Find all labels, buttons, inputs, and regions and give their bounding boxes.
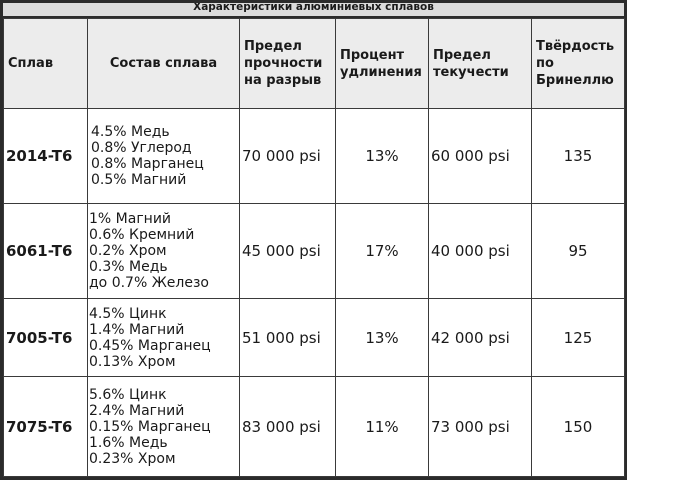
cell-composition: 1% Магний 0.6% Кремний 0.2% Хром 0.3% Медь до 0.7% Железо (88, 204, 240, 299)
cell-composition: 5.6% Цинк 2.4% Магний 0.15% Марганец 1.6% Медь 0.23% Хром (88, 377, 240, 477)
header-yield-strength: Предел текучести (429, 19, 532, 109)
table-title: Характеристики алюминиевых сплавов (3, 3, 624, 18)
cell-tensile: 83 000 psi (240, 377, 336, 477)
cell-elongation: 11% (336, 377, 429, 477)
cell-yield: 60 000 psi (429, 109, 532, 204)
header-tensile-strength: Предел прочности на разрыв (240, 19, 336, 109)
cell-tensile: 70 000 psi (240, 109, 336, 204)
cell-tensile: 45 000 psi (240, 204, 336, 299)
cell-composition: 4.5% Медь 0.8% Углерод 0.8% Марганец 0.5% Магний (88, 109, 240, 204)
cell-yield: 42 000 psi (429, 299, 532, 377)
table-row (4, 299, 625, 377)
cell-yield: 40 000 psi (429, 204, 532, 299)
table-row (4, 204, 625, 299)
header-elongation: Процент удлинения (336, 19, 429, 109)
table-row (4, 377, 625, 477)
cell-alloy: 2014-T6 (4, 109, 88, 204)
cell-hardness: 125 (532, 299, 625, 377)
cell-hardness: 135 (532, 109, 625, 204)
cell-composition: 4.5% Цинк 1.4% Магний 0.45% Марганец 0.13% Хром (88, 299, 240, 377)
table-header-row (4, 19, 625, 109)
cell-tensile: 51 000 psi (240, 299, 336, 377)
cell-hardness: 150 (532, 377, 625, 477)
cell-alloy: 6061-T6 (4, 204, 88, 299)
cell-elongation: 13% (336, 109, 429, 204)
cell-alloy: 7005-T6 (4, 299, 88, 377)
header-alloy: Сплав (4, 19, 88, 109)
cell-alloy: 7075-T6 (4, 377, 88, 477)
header-brinell-hardness: Твёрдость по Бринеллю (532, 19, 625, 109)
cell-hardness: 95 (532, 204, 625, 299)
cell-yield: 73 000 psi (429, 377, 532, 477)
cell-elongation: 13% (336, 299, 429, 377)
alloy-properties-table (3, 18, 625, 477)
cell-elongation: 17% (336, 204, 429, 299)
header-composition: Состав сплава (88, 19, 240, 109)
table-row (4, 109, 625, 204)
